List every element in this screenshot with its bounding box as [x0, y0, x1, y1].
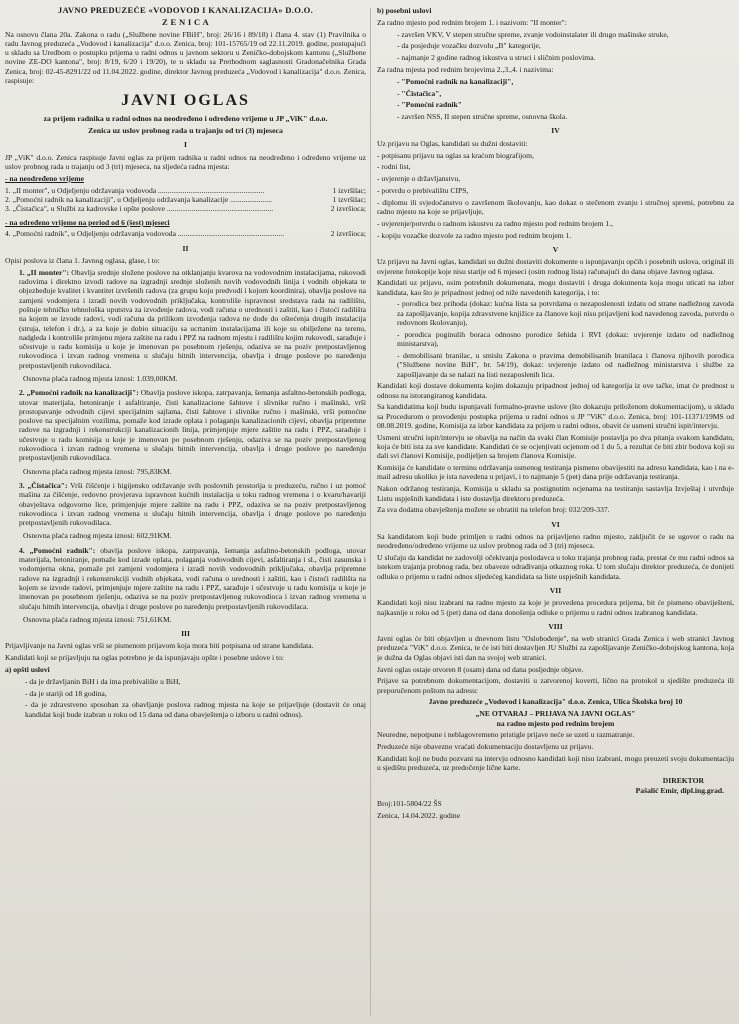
section-iv-numeral: IV — [551, 126, 560, 136]
envelope-label: „NE OTVARAJ – PRIJAVA NA JAVNI OGLAS" — [475, 709, 636, 719]
condition-item: - završen NSS, II stepen stručne spreme, osnovna škola. — [397, 112, 568, 122]
company-name: JAVNO PREDUZEĆE «VODOVOD I KANALIZACIJA» D.O.O. — [57, 6, 314, 15]
intro-paragraph: Na osnovu člana 20a. Zakona o radu („Službene novine FBiH", broj: 26/16 i 89/18) i člana 4. stav (1) Pravilnika o radu Javnog preduzeća „Vodovod i kanalizacija" d.o.o. Zenica, broj: 101-15765/19 od 22.11.2019. godine, postupajući u skladu sa Uredbom o postupku prijema u radni odnos u javnom sektoru u Zeničko-dobojskom kantonu („Službene novine ZE-DO kantona", broj: 8/19, 6/20 i 19/20), te u skladu sa Prethodnom saglasnosti Gradonačelnika Grada Zenica, broj: 02-45-8291/22 od 11.04.2022. godine, direktor Javnog preduzeća „Vodovod i kanalizacija" d.o.o. Zenica, raspisuje: — [5, 29, 366, 86]
section-vii-numeral: VII — [549, 585, 562, 595]
section-v-p7: Nakon održanog testiranja, Komisija u skladu sa postignutim ocjenama na testiranju sastavlja Izvještaj i utvrđuje Listu uspješnih kandidata i iste dostavlja direktoru preduzeća. — [377, 484, 734, 503]
condition-item: - da je stariji od 18 godina, — [25, 688, 107, 698]
section-vi-p1: Sa kandidatom koji bude primljen u radni odnos na prijavljeno radno mjesto, zaključit će se ugovor o radu na neodređeno/određeno vrijeme uz uslov probnog rada od 3 (tri) mjeseca. — [377, 531, 734, 551]
subtitle-line-1: za prijem radnika u radni odnos na neodređeno i određeno vrijeme u JP „ViK" d.o.o. — [43, 114, 328, 124]
position-name: - "Pomoćni radnik" — [397, 100, 462, 110]
left-column — [5, 6, 366, 1018]
category-item: - porodica poginulih boraca odnosno porodice šehida i RVI (dokaz: uvjerenje izdato od nadležnog ministarstva), — [397, 329, 734, 349]
neodredjeno-heading: - na neodređeno vrijeme — [5, 173, 84, 183]
job-description: 4. „Pomoćni radnik": obavlja poslove iskopa, zatrpavanja, šemanja asfaltno-betonskih podloga, utovar materijala, betoniranje, pomaže kod izrade oplata, polaganja vodovodnih cijevi, asfaltiranja i sl., čisti zasunska i vodomjerna okna, pomaže pri zamjeni vodomjera i izradi novih vodovodnih priključaka, obavlja pripremne radove na izgradnji i rekonstrukciji vodnih objekata, vodi računa o urednosti i zaštiti, kao i čistoći radilišta na kojem se izvode radovi, primjenjuje mjere zaštite na radu i PPZ, sarađuje i učestvuje u radu komisija u koje je imenovan po posebnom rješenju, odaziva se na poziv pretpostavljenog rukovodioca i izvan radnog vremena u slučaju hitnih intervencija, obavlja i druge poslove po naređenju pretpostavljenih rukovodilaca. — [19, 545, 366, 611]
job-salary: Osnovna plaća radnog mjesta iznosi: 1.039,00KM. — [23, 374, 178, 383]
document-item: - uvjerenje/potvrdu o radnom iskustvu za radno mjesto pod rednim brojem 1., — [377, 218, 613, 228]
special-conditions-heading: b) posebni uslovi — [377, 6, 432, 15]
section-ii-numeral: II — [182, 243, 189, 253]
condition-item: - da je zdravstveno sposoban za obavljanje poslova radnog mjesta na koje se prijavljuje (dostavit će onaj kandidat koji bude izabran u roku od 15 dana od dana obavještenja o izboru u radni odnos). — [25, 700, 366, 719]
condition-item: - završen VKV, V stepen stručne spreme, zvanje vodoinstalater ili drugo mašinske struke, — [397, 29, 669, 39]
section-viii-p4: Neuredne, nepotpune i neblagovremeno pristigle prijave neće se uzeti u razmatranje. — [377, 730, 635, 740]
position-row: 4. „Pomoćni radnik", u Odjeljenju održavanja vodovoda ........................................................ 2 izvršioca; — [5, 229, 366, 239]
column-divider — [370, 8, 371, 1016]
section-viii-p3: Prijave sa potrebnom dokumentacijom, dostaviti u zatvorenoj koverti, lično na protokol u sjedište preduzeća ili preporučenom poštom na adresu: — [377, 676, 734, 695]
category-item: - demobilisani branilac, u smislu Zakona o pravima demobilisanih branilaca i članova njihovih porodica ("Službene novine BiH", br. 54/19), dokaz: uvjerenje izdato od nadležnog ministarstva i službe za zapošljavanje da se nalazi na listi nezaposlenih lica. — [397, 350, 734, 379]
subtitle-line-2: Zenica uz uslov probnog rada u trajanju od tri (3) mjeseca — [88, 126, 283, 136]
job-salary: Osnovna plaća radnog mjesta iznosi: 795,83KM. — [23, 466, 172, 476]
section-iii-p1: Prijavljivanje na Javni oglas vrši se pismenom prijavom koja mora biti potpisana od strane kandidata. — [5, 641, 314, 651]
mailing-address: Javno preduzeće „Vodovod i kanalizacija" d.o.o. Zenica, Ulica Školska broj 10 — [428, 697, 683, 707]
document-item: - diplomu ili svjedočanstvo o završenom školovanju, kao dokaz o stečenom zvanju i stručnoj spremi, potrebnu za radno mjesto na koje se prijavljuje, — [377, 197, 734, 217]
director-name: Pašalić Emir, dipl.ing.grad. — [635, 785, 724, 795]
position-row: 1. „II monter", u Odjeljenju održavanja vodovoda ........................................................ 1 izvršilac; — [5, 185, 366, 195]
section-viii-numeral: VIII — [548, 621, 563, 631]
section-i-intro: JP „ViK" d.o.o. Zenica raspisuje Javni oglas za prijem radnika u radni odnos na neodređeno i određeno vrijeme uz uslov probnog rada u trajanju od 3 (tri) mjeseca, na sljedeća radna mjesta: — [5, 152, 366, 172]
section-vii-p1: Kandidati koji nisu izabrani na radno mjesto za koje je provedena procedura prijema, bit će pismeno obaviješteni, najkasnije u roku od 5 (pet) dana od dana donošenja odluke o prijemu u radni odnos izabranog kandidata. — [377, 598, 734, 617]
section-v-p5: Usmeni stručni ispit/intervju se obavlja na način da svaki član Komisije postavlja po dva pitanja svakom kandidatu, koja će biti ista za sve kandidate. Kandidati će se ocjenjivati ocjenom od 1 do 5, a rezultat će biti zbir bodova koji su dali svi članovi Komisije, podijeljen sa brojem članova Komisije. — [377, 432, 734, 461]
section-viii-p2: Javni oglas ostaje otvoren 8 (osam) dana od dana posljednje objave. — [377, 664, 584, 674]
issue-date: Zenica, 14.04.2022. godine — [377, 810, 461, 820]
section-viii-p5: Preduzeće nije obavezno vraćati dokumentaciju dostavljenu uz prijavu. — [377, 742, 594, 752]
job-description: 1. „II monter": Obavlja srednje složene poslove na otklanjanju kvarova na vodovodnim instalacijama, rukovodi radovima i direktno izvodi radove na izgradnji srednje složenih novih vodovodnih linija i vodnih objekata te objezbeđuje kvalitet i kvantitet izvršenih radova (za grupu koju predvodi i kojom koordinira), obavlja poslove na zamjeni vodomjera i izradi novih vodovodnih priključaka, kontroliše ispravnost sredstava rada na radilištu, poštuje tehničko tehnološka uputstva za izvođenje radova, vodi računa o urednosti i zaštiti, kao i čistoći radilišta na kojem se izvode radovi, vodi računa da prilikom izvođenja radova ne dođe do oštećenja drugih instalacija (struja, telefon i dr.), a za koje je dobio situaciju sa ucrtanim instalacijama ili koje su obilježene na terenu, nadgleda i kontroliše primjenu mjera zaštite na radu i PPZ na radnom mjestu i radilištu kojim rukovodi, sarađuje i učestvuje u radu komisija u koje je imenovan po posebnom rješenju, odaziva se na poziv pretpostavljenog rukovodioca i izvan radnog vremena u slučaju hitnih intervencija, obavlja i druge poslove po naređenju pretpostavljenih rukovodilaca. — [19, 267, 366, 370]
special-conditions-intro: Za radno mjesto pod rednim brojem 1. i nazivom: "II monter": — [377, 17, 567, 27]
condition-item: - da je državljanin BiH i da ima prebivalište u BiH, — [25, 676, 181, 686]
section-v-p3: Kandidati koji dostave dokumenta kojim dokazuju pripadnost jednoj od kategorija iz ove tačke, imat će prednost u odnosu na istorangiranog kandidata. — [377, 381, 734, 400]
job-description: 2. „Pomoćni radnik na kanalizaciji": Obavlja poslove iskopa, zatrpavanja, šemanja asfaltno-betonskih podloga, utovar materijala, betoniranje i asfaltiranje, čisti kanalizacione šahtove i slivnike ručno i mašinski, vrši prostopavanje odvodnih cijevi specijalnim sajlama, čisti šahtove i slivnike ručno i mašinski, vrši pomoćne poslove na specijalnim vozilima, pomaže kod izrade oplata i polaganju kanalizacionih cijevi, obavlja pripremne radove na izgradnji i rekonstrukciji kanalizacionih linija, primjenjuje mjere zaštite na radu i PPZ, sarađuje i učestvuje u radu komisija u koje je imenovan po posebnom rješenju, odaziva se na poziv pretpostavljenog rukovodioca i izvan radnog vremena u slučaju hitnih intervencija, obavlja i druge poslove po naređenju pretpostavljenih rukovodilaca. — [19, 388, 366, 463]
job-description: 3. „Čistačica": Vrši čišćenje i higijensko održavanje svih poslovnih prostorija u preduzeću, ručno i uz pomoć mašina za čišćenje, redovno provjerava ispravnost kućnih instalacija u toku radnog vremena i o kvaru/havariji obavještava odgovorno lice, primjenjuje mjere zaštite na radu i PPZ, odaziva se na poziv pretpostavljenog rukovodioca i izvan radnog vremena u slučaju hitnih intervencija, obavlja i druge poslove po naređenju pretpostavljenih rukovodilaca. — [19, 480, 366, 528]
document-item: - potvrdu o prebivalištu CIPS, — [377, 185, 469, 195]
position-row: 3. „Čistačica", u Službi za kadrovske i opšte poslove ........................................................ 2 izvršioca; — [5, 204, 366, 214]
section-viii-p1: Javni oglas će biti objavljen u dnevnom listu "Oslobođenje", na web stranici Grada Zenica i web stranici Javnog preduzeća "ViK" d.o.o. Zenica, te će isti biti dostavljen JU Službi za zapošljavanje Zeničko-dobojskog kantona, koja je dužna da Oglas objavi isti dan na svojoj web stranici. — [377, 634, 734, 662]
position-name: - "Pomoćni radnik na kanalizaciji", — [397, 76, 514, 86]
section-vi-numeral: VI — [551, 519, 560, 529]
section-iv-intro: Uz prijavu na Oglas, kandidati su dužni dostaviti: — [377, 138, 528, 148]
section-ii-intro: Opisi poslova iz člana 1. Javnog oglasa, glase, i to: — [5, 255, 160, 265]
section-vi-p2: U slučaju da kandidat ne zadovolji očekivanja poslodavca u toku trajanja probnog rada, prestat će mu radni odnos sa istekom trajanja probnog rada, bez obaveze odrađivanja otkaznog roka. U tom slučaju direktor preduzeća, će donijeti odluku o prijemu u radni odnos sljedećeg kandidata sa liste uspješnih kandidata. — [377, 553, 734, 581]
director-label: DIREKTOR — [662, 776, 704, 786]
job-salary: Osnovna plaća radnog mjesta iznosi: 751,61KM. — [23, 614, 172, 624]
odredjeno-heading: - na određeno vrijeme na period od 6 (šest) mjeseci — [5, 217, 170, 227]
section-i-numeral: I — [184, 140, 187, 150]
document-item: - uvjerenje o državljanstvu, — [377, 174, 461, 184]
position-name: - "Čistačica", — [397, 88, 442, 98]
document-item: - potpisanu prijavu na oglas sa kraćom biografijom, — [377, 150, 534, 160]
section-v-p8: Za sva dodatna obavještenja možete se obratiti na telefon broj: 032/209-337. — [377, 505, 610, 515]
document-item: - rodni list, — [377, 162, 411, 172]
section-v-p2: Kandidati uz prijavu, osim potrebnih dokumenata, mogu dostaviti i druga dokumenta koja mogu uticati na izbor kandidata, kao što je pripadnost jednoj od niže navedenih kategorija, i to: — [377, 278, 734, 297]
document-item: - kopiju vozačke dozvole za radno mjesto pod rednim brojem 1. — [377, 230, 572, 240]
condition-item: - najmanje 2 godine radnog iskustva u struci i sličnim poslovima. — [397, 53, 596, 63]
position-row: 2. „Pomoćni radnik na kanalizaciji", u Odjeljenju održavanja kanalizacije ...................... 1 izvršilac; — [5, 194, 366, 204]
category-item: - porodica bez prihoda (dokaz: kućna lista sa potvrdama o nezaposlenosti izdatu od strane nadležnog zavoda za zapošljavanje, kopija zdravstvene knjižice za članove koji nisu prijavljeni kod navedenog zavoda, potvrdu o redovnom školovanju), — [397, 299, 734, 328]
page-title: JAVNI OGLAS — [121, 92, 250, 110]
condition-item: - da posjeduje vozačku dozvolu „B" kategorije, — [397, 41, 541, 51]
section-v-numeral: V — [552, 244, 559, 254]
general-conditions-heading: a) opšti uslovi — [5, 665, 50, 675]
right-column — [377, 6, 734, 1018]
section-viii-p6: Kandidati koji ne budu pozvani na intervju odnosno kandidati koji nisu izabrani, mogu preuzeti svoju dokumentaciju u sjedištu preduzeća, uz predočenje lične karte. — [377, 753, 734, 773]
job-salary: Osnovna plaća radnog mjesta iznosi: 602,91KM. — [23, 531, 172, 541]
reference-number: Broj:101-5804/22 ŠS — [377, 799, 442, 809]
section-iii-numeral: III — [181, 629, 190, 639]
company-city: Z E N I C A — [162, 16, 209, 27]
section-v-p4: Sa kandidatima koji budu ispunjavali formalno-pravne uslove (što dokazuju priloženom dokumentacijom), u skladu sa Procedurom o provođenju postupka prijema u radni odnos u JP "ViK" d.o.o. Zenica, broj: 101-11371/19MS od 08.08.2019. godine, Komisija za izbor kandidata za prijem u radni odnos, obavit će usmeni stručni ispit/intervju. — [377, 402, 734, 430]
section-v-p6: Komisija će kandidate o terminu održavanja usmenog testiranja pismeno obavijestiti na adresu kandidata, kao i na e-mail adresu ukoliko je ista navedena u prijavi, i to najmanje 5 (pet) dana prije održavanja testiranja. — [377, 463, 734, 482]
special-conditions-intro-2: Za radna mjesta pod rednim brojevima 2.,3.,4. i nazivima: — [377, 64, 554, 74]
section-v-p1: Uz prijavu na Javni oglas, kandidati su dužni dostaviti dokumente o ispunjavanju općih i posebnih uslova, originál ili ovjerene fotokopije koje nisu starije od 6 mjeseci (osim rodnog lista) računajući do dana objave Javnog oglasa. — [377, 257, 734, 276]
section-iii-p2: Kandidati koji se prijavljuju na oglas potrebno je da ispunjavaju opšte i posebne uslove i to: — [5, 653, 285, 663]
envelope-sublabel: na radno mjesto pod rednim brojem — [496, 718, 615, 728]
